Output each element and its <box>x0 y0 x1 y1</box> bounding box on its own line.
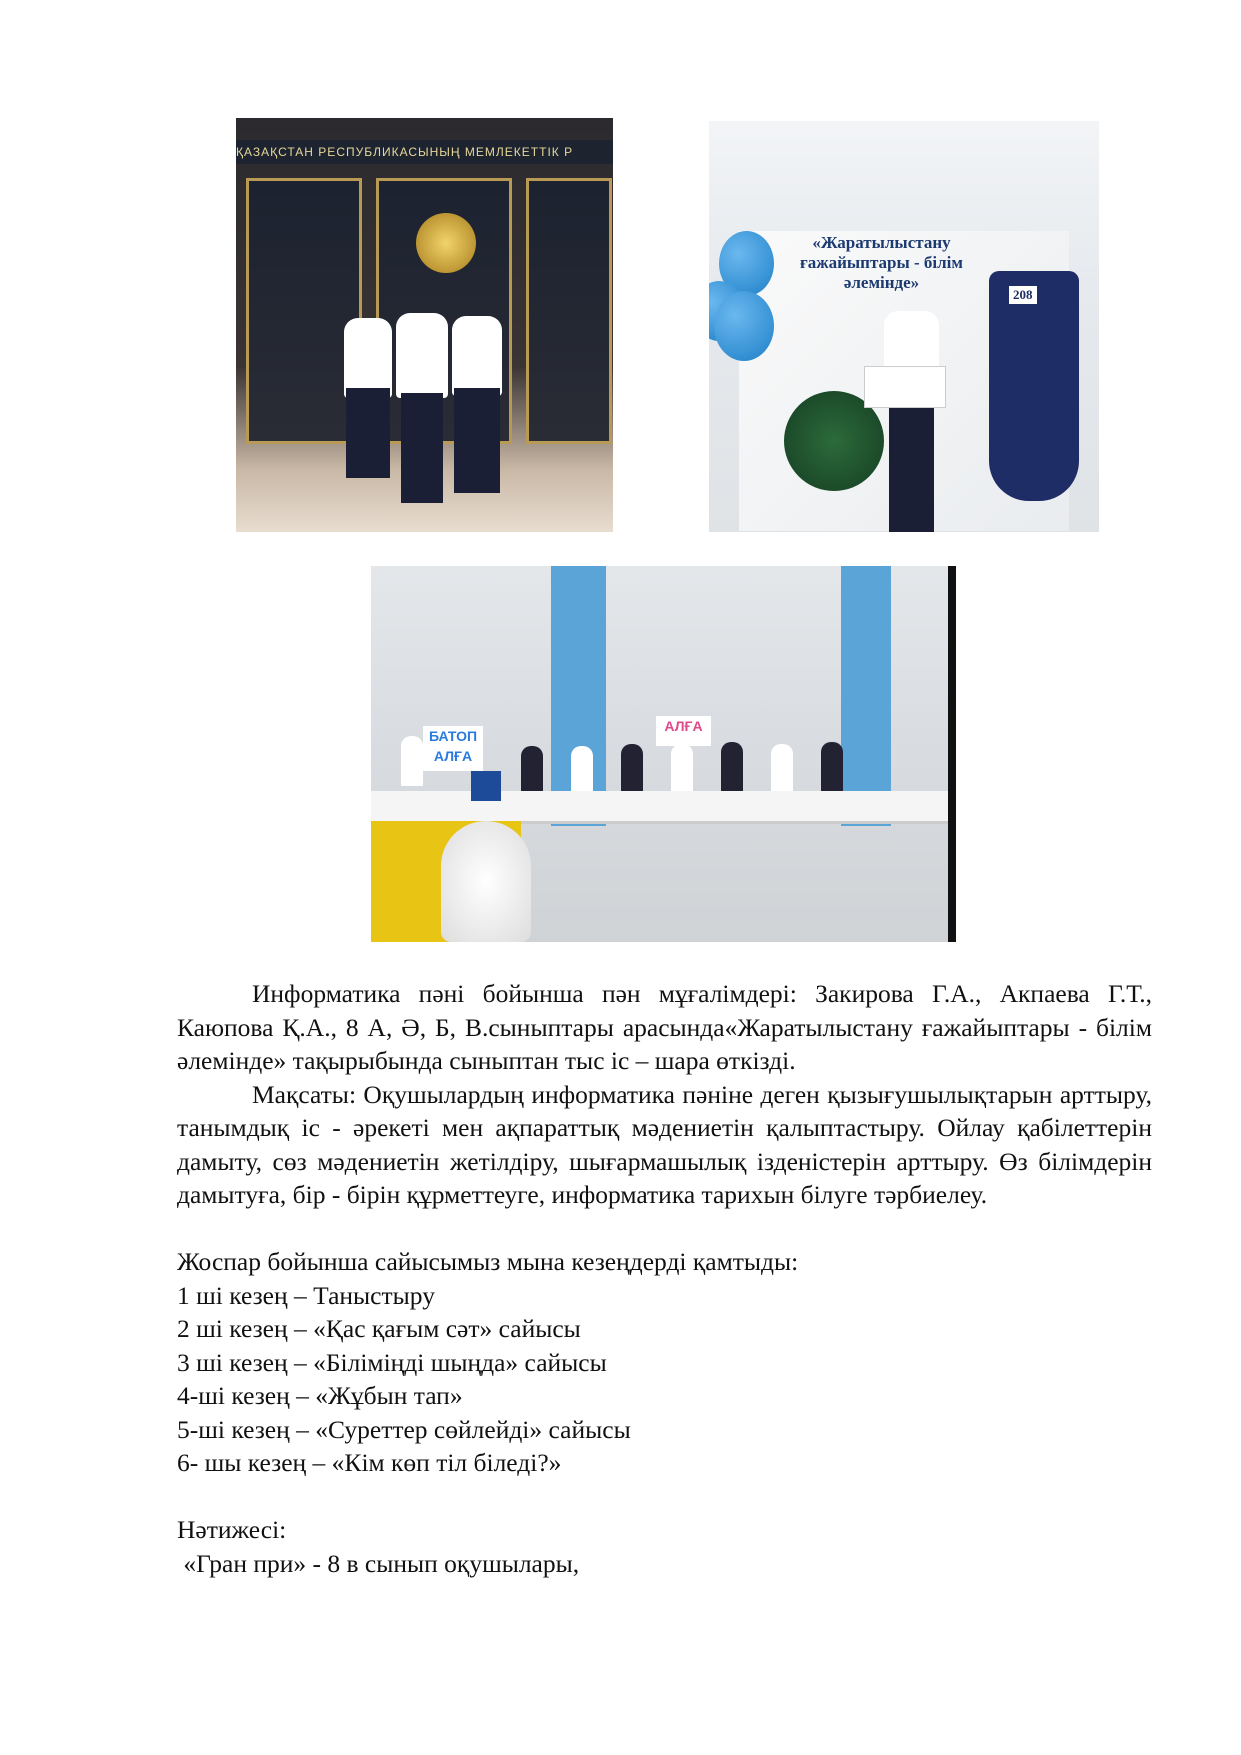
result-item: «Гран при» - 8 в сынып оқушылары, <box>177 1548 580 1578</box>
plan-stage: 5-ші кезең – «Суреттер сөйлейді» сайысы <box>177 1414 631 1444</box>
plan-stage: 1 ші кезең – Таныстыру <box>177 1280 435 1310</box>
paragraph-goals: Мақсаты: Оқушылардың информатика пәніне деген қызығушылықтарын арттыру, танымдық іс - әрекеті мен ақпараттық мәдениетін қалыптастыру. Ойлау қабілеттерін дамыту, сөз мәдениетін жетілдіру, шығармашылық ізденістерін арттыру. Өз білімдерін дамытуға, бір - бірін құрметтеуге, информатика тарихын білуге тәрбиелеу. <box>177 1079 1152 1209</box>
flag-panel <box>246 178 362 444</box>
student <box>401 736 423 786</box>
flask-graphic <box>989 271 1079 501</box>
student <box>721 742 743 792</box>
tables <box>371 791 951 824</box>
anthem-panel <box>526 178 612 444</box>
student-uniform <box>401 393 443 503</box>
backdrop-title: «Жаратылыстану ғажайыптары - білім әлемінде» <box>800 233 963 292</box>
paragraph-intro: Информатика пәні бойынша пән мұғалімдері: Закирова Г.А., Акпаева Г.Т., Каюпова Қ.А., 8 А, Ә, Б, В.сыныптары арасында«Жаратылыстану ғажайыптары - білім әлемінде» тақырыбында сыныптан тыс іс – шара өткізді. <box>177 979 1152 1075</box>
student-uniform <box>454 388 500 493</box>
student <box>821 742 843 792</box>
snowman-decoration <box>441 821 531 942</box>
certificate <box>864 366 946 408</box>
student <box>396 313 448 398</box>
snowman-hat <box>471 771 501 801</box>
team-sign: БАТОП АЛҒА <box>423 726 483 771</box>
room-number: 208 <box>1009 286 1037 304</box>
student-uniform <box>346 388 390 478</box>
student <box>621 744 643 794</box>
plan-stage: 3 ші кезең – «Біліміңді шыңда» сайысы <box>177 1347 607 1377</box>
balloon <box>714 291 774 361</box>
plan-stage: 6- шы кезең – «Кім көп тіл біледі?» <box>177 1448 562 1477</box>
body-text <box>177 977 1152 1580</box>
photo-student-with-certificate <box>709 121 1099 532</box>
plan-heading: Жоспар бойынша сайысымыз мына кезеңдерді қамтыды: <box>177 1247 799 1276</box>
photo-banner-text: ҚАЗАҚСТАН РЕСПУБЛИКАСЫНЫҢ МЕМЛЕКЕТТІК Р <box>236 140 613 164</box>
blank-line <box>177 1212 1152 1246</box>
results-heading: Нәтижесі: <box>177 1515 287 1544</box>
team-sign: АЛҒА <box>656 716 711 746</box>
student <box>671 744 693 794</box>
student <box>571 746 593 796</box>
blank-line <box>177 1480 1152 1514</box>
photo-classroom-group <box>371 566 956 942</box>
blue-column <box>841 566 891 826</box>
student <box>771 744 793 794</box>
student-uniform <box>889 401 934 532</box>
student <box>521 746 543 796</box>
student <box>344 318 392 398</box>
plan-stage: 4-ші кезең – «Жұбын тап» <box>177 1381 463 1410</box>
student <box>452 316 502 396</box>
emblem-image <box>416 213 476 273</box>
plan-stage: 2 ші кезең – «Қас қағым сәт» сайысы <box>177 1314 581 1343</box>
photo-students-at-state-symbols <box>236 118 613 532</box>
